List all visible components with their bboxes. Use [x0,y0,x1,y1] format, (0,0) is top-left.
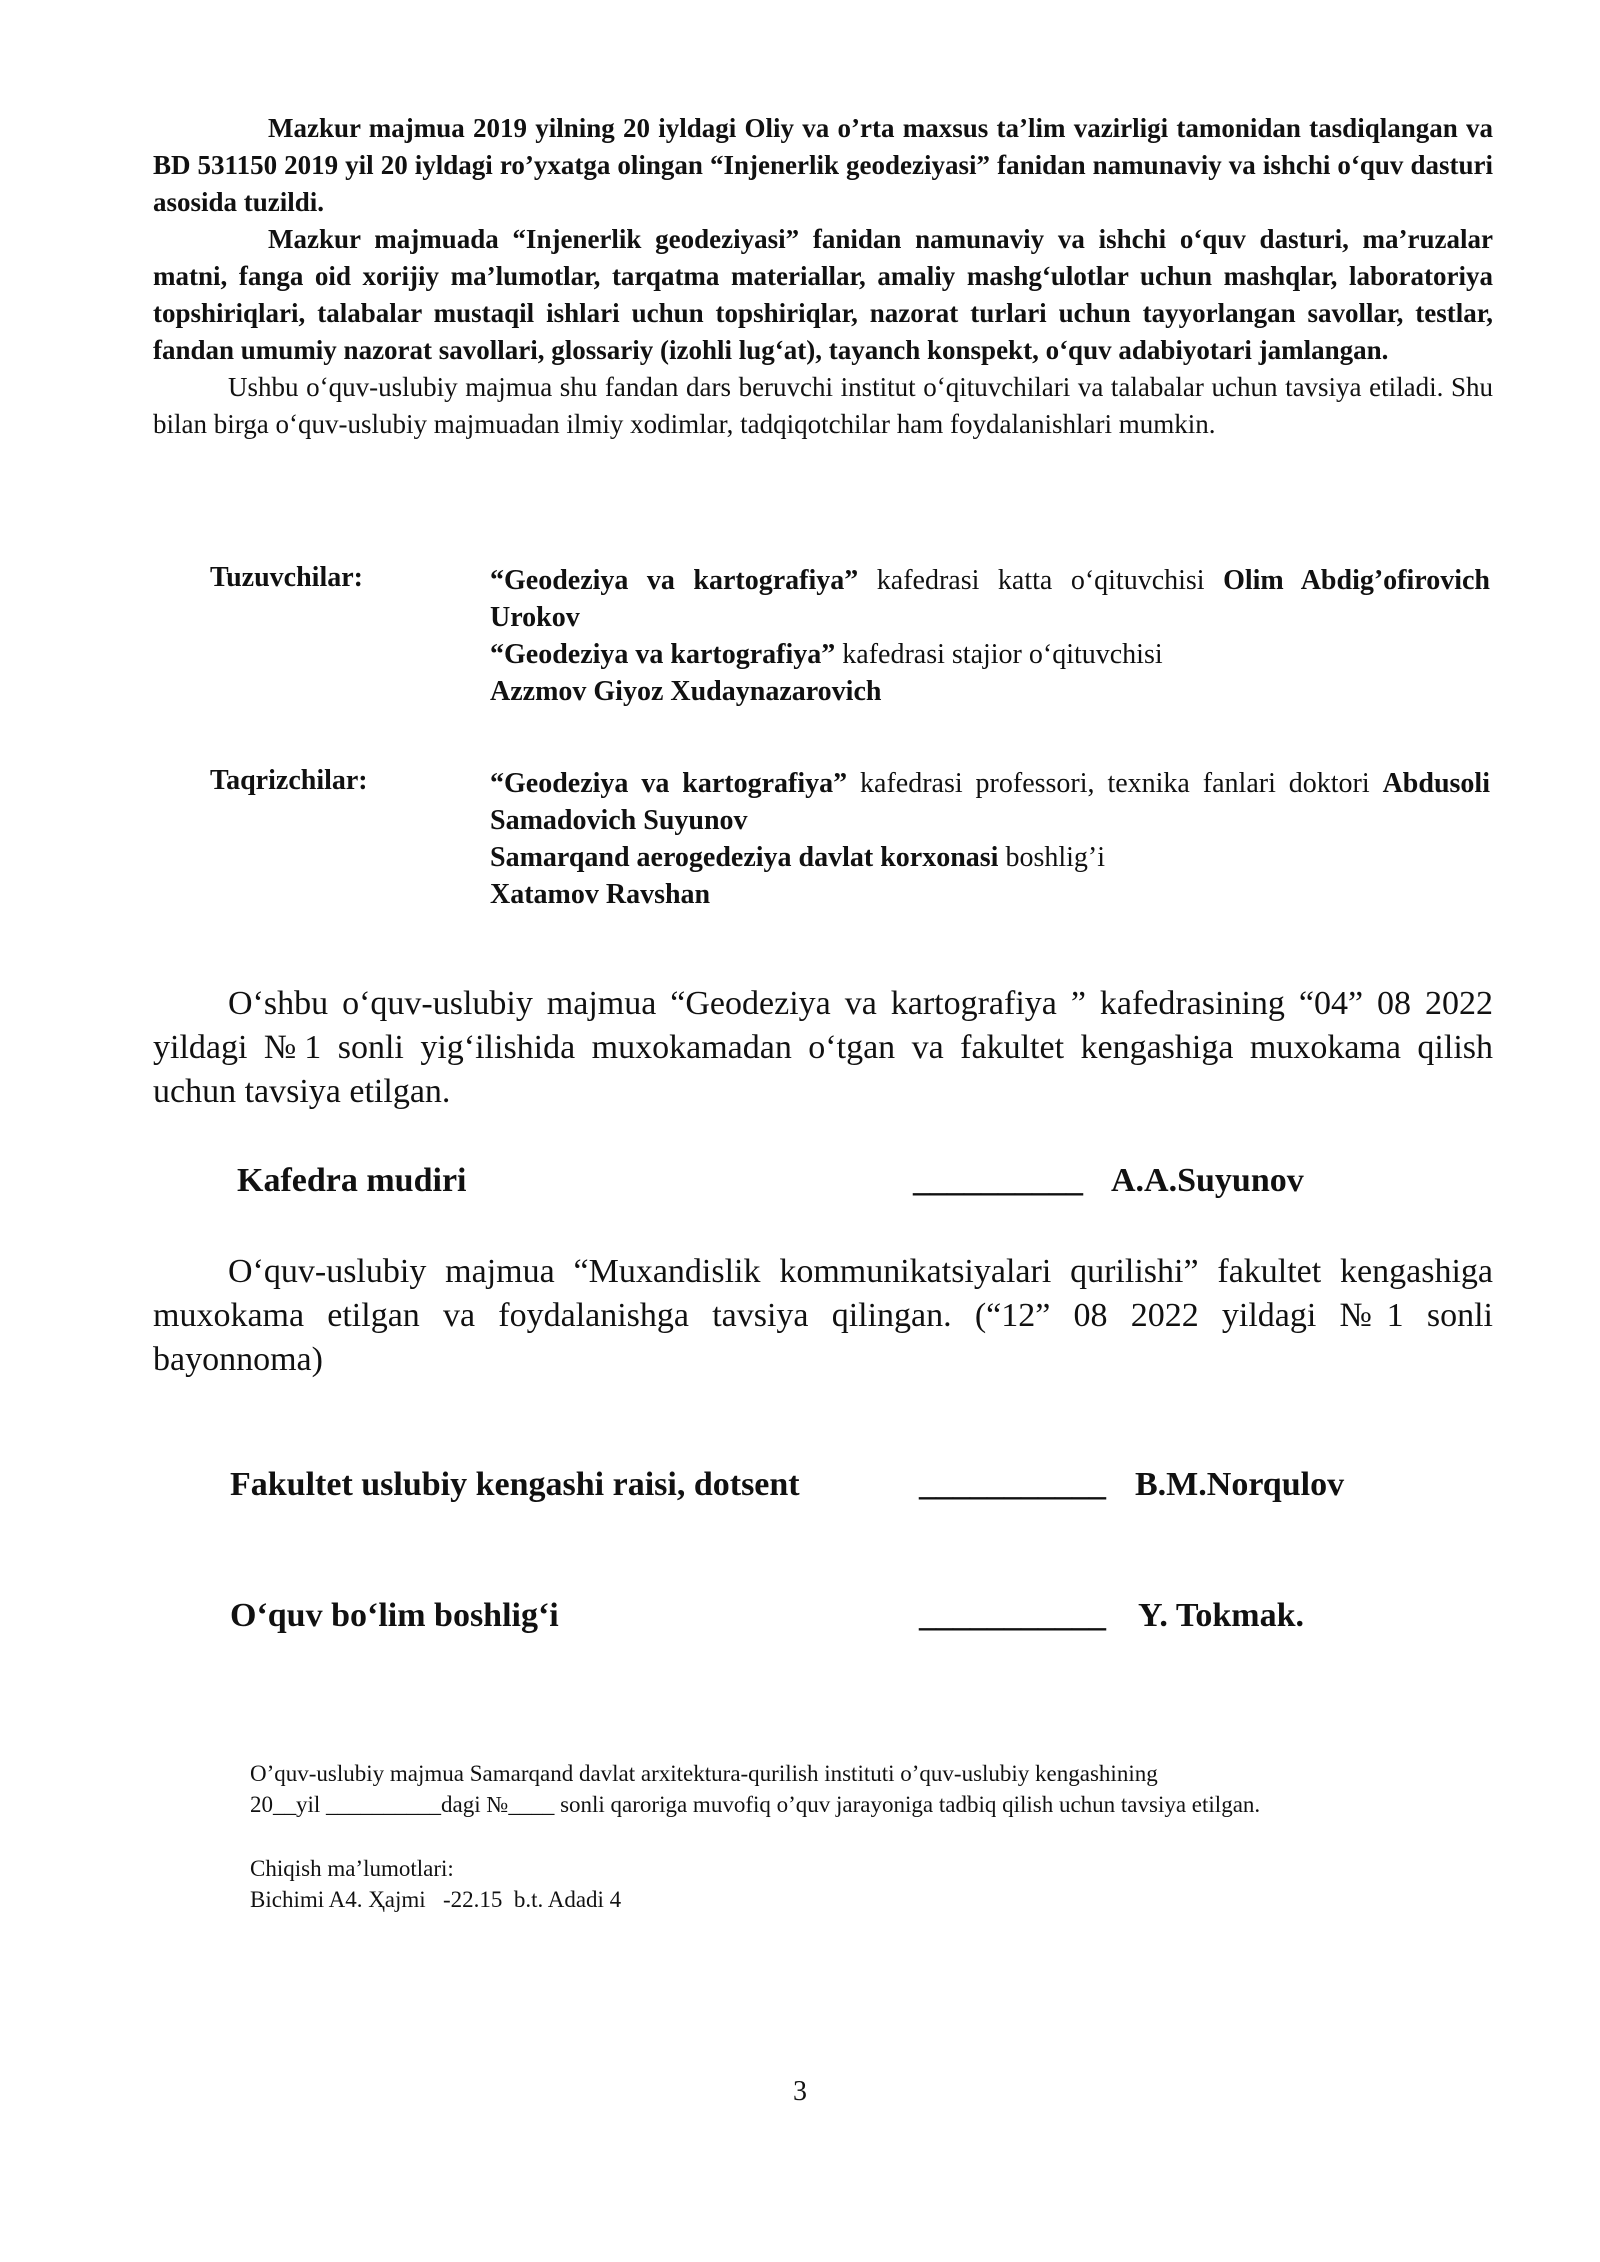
signature-1-line: __________ [913,1162,1083,1199]
signature-2-name: B.M.Norqulov [1135,1466,1345,1503]
intro-section [153,110,1493,443]
authors-label: Tuzuvchilar: [210,562,363,593]
footer-line-1: O’quv-uslubiy majmua Samarqand davlat arxitektura-qurilish instituti o’quv-uslubiy kengashining [250,1761,1158,1786]
author-2-dept: “Geodeziya va kartografiya” [490,639,836,670]
author-1-role: kafedrasi katta oʻqituvchisi [858,565,1224,596]
signature-3-line: ___________ [919,1597,1106,1634]
reviewers-list [490,765,1490,913]
output-label: Chiqish ma’lumotlari: [250,1856,454,1881]
intro-paragraph-1: Mazkur majmua 2019 yilning 20 iyldagi Oliy va o’rta maxsus ta’lim vazirligi tamonidan tasdiqlangan va BD 531150 2019 yil 20 iyldagi ro’yxatga olingan “Injenerlik geodeziyasi” fanidan namunaviy va ishchi oʻquv dasturi asosida tuzildi. [153,113,1493,217]
author-1-name: Olim Abdig’ofirovich Urokov [490,565,1490,633]
reviewers-label: Taqrizchilar: [210,765,368,796]
page-number: 3 [793,2076,807,2107]
reviewer-1-dept: “Geodeziya va kartografiya” [490,768,848,799]
approval-paragraph-2: Oʻquv-uslubiy majmua “Muxandislik kommunikatsiyalari qurilishi” fakultet kengashiga muxokama etilgan va foydalanishga tavsiya qilingan. (“12” 08 2022 yildagi №1 sonli bayonnoma) [153,1253,1493,1378]
signature-1-title: Kafedra mudiri [237,1162,467,1199]
signature-3-name: Y. Tokmak. [1138,1597,1305,1634]
reviewer-2-org: Samarqand aerogedeziya davlat korxonasi [490,842,999,873]
reviewer-1-role: kafedrasi professori, texnika fanlari doktori [847,768,1383,799]
output-value: Bichimi A4. Ҳajmi -22.15 b.t. Adadi 4 [250,1887,622,1912]
intro-paragraph-3: Ushbu oʻquv-uslubiy majmua shu fandan dars beruvchi institut oʻqituvchilari va talabalar uchun tavsiya etiladi. Shu bilan birga oʻquv-uslubiy majmuadan ilmiy xodimlar, tadqiqotchilar ham foydalanishlari mumkin. [153,372,1493,439]
reviewer-1-name: Abdusoli Samadovich Suyunov [490,768,1490,836]
author-2-name: Azzmov Giyoz Xudaynazarovich [490,676,882,707]
authors-list [490,562,1490,710]
signature-3-title: Oʻquv boʻlim boshligʻi [230,1597,559,1634]
author-1-dept: “Geodeziya va kartografiya” [490,565,859,596]
reviewer-2-name: Xatamov Ravshan [490,879,711,910]
signature-2-title: Fakultet uslubiy kengashi raisi, dotsent [230,1466,800,1503]
signature-1-name: A.A.Suyunov [1111,1162,1304,1199]
footer-line-2: 20__yil __________dagi №____ sonli qaroriga muvofiq o’quv jarayoniga tadbiq qilish uchun tavsiya etilgan. [250,1792,1261,1817]
author-2-role: kafedrasi stajior oʻqituvchisi [835,639,1163,670]
reviewer-2-role: boshlig’i [998,842,1106,873]
intro-paragraph-2: Mazkur majmuada “Injenerlik geodeziyasi” fanidan namunaviy va ishchi oʻquv dasturi, ma’ruzalar matni, fanga oid xorijiy ma’lumotlar, tarqatma materiallar, amaliy mashgʻulotlar uchun mashqlar, laboratoriya topshiriqlari, talabalar mustaqil ishlari uchun topshiriqlar, nazorat turlari uchun tayyorlangan savollar, testlar, fandan umumiy nazorat savollari, glossariy (izohli lugʻat), tayanch konspekt, oʻquv adabiyotari jamlangan. [153,224,1493,365]
signature-2-line: ___________ [919,1466,1106,1503]
approval-paragraph-1: Oʻshbu oʻquv-uslubiy majmua “Geodeziya va kartografiya ” kafedrasining “04” 08 2022 yildagi №1 sonli yigʻilishida muxokamadan oʻtgan va fakultet kengashiga muxokama qilish uchun tavsiya etilgan. [153,985,1493,1110]
